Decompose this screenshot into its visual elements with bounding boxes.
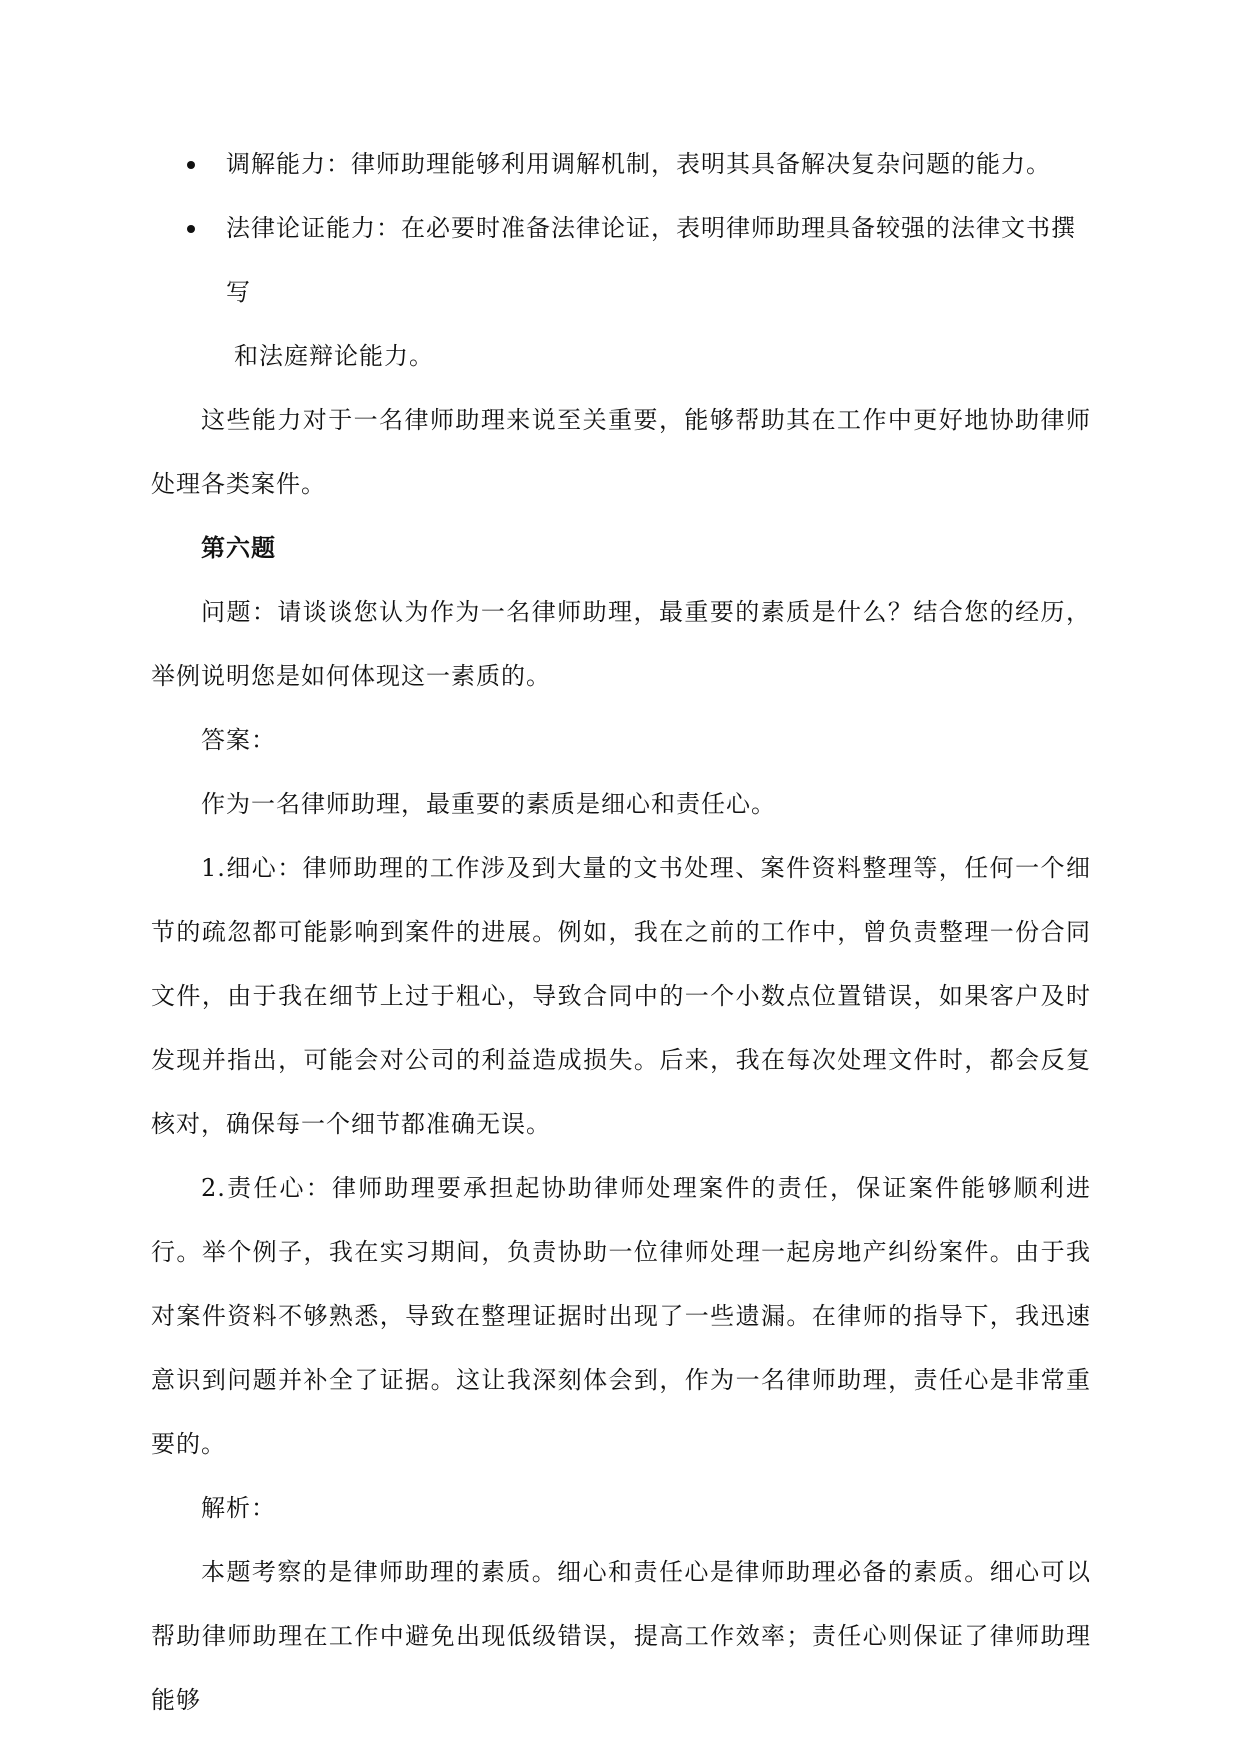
bullet-item-mediation: [151, 132, 1091, 196]
bullet-text-argument-line1: 法律论证能力：在必要时准备法律论证，表明律师助理具备较强的法律文书撰写: [226, 214, 1076, 306]
answer-label: 答案：: [201, 726, 276, 754]
bullet-text-argument-line2: 和法庭辩论能力。: [234, 342, 434, 370]
answer-point-2: 2.责任心：律师助理要承担起协助律师处理案件的责任，保证案件能够顺利进行。举个例子，我在实习期间，负责协助一位律师处理一起房地产纠纷案件。由于我对案件资料不够熟悉，导致在整理证据时出现了一些遗漏。在律师的指导下，我迅速意识到问题并补全了证据。这让我深刻体会到，作为一名律师助理，责任心是非常重要的。: [151, 1174, 1091, 1458]
bullet-dot-icon: [187, 161, 195, 169]
bullet-text-mediation: 调解能力：律师助理能够利用调解机制，表明其具备解决复杂问题的能力。: [226, 150, 1051, 178]
bullet-item-argument: [151, 196, 1091, 388]
answer-point-1: 1.细心：律师助理的工作涉及到大量的文书处理、案件资料整理等，任何一个细节的疏忽都可能影响到案件的进展。例如，我在之前的工作中，曾负责整理一份合同文件，由于我在细节上过于粗心，导致合同中的一个小数点位置错误，如果客户及时发现并指出，可能会对公司的利益造成损失。后来，我在每次处理文件时，都会反复核对，确保每一个细节都准确无误。: [151, 854, 1091, 1138]
section-title: 第六题: [201, 533, 276, 562]
analysis-paragraph: 本题考察的是律师助理的素质。细心和责任心是律师助理必备的素质。细心可以帮助律师助理在工作中避免出现低级错误，提高工作效率；责任心则保证了律师助理能够: [151, 1558, 1091, 1714]
analysis-label: 解析：: [201, 1494, 276, 1522]
answer-intro: 作为一名律师助理，最重要的素质是细心和责任心。: [201, 790, 776, 818]
document-body: [151, 132, 1091, 1732]
summary-paragraph: 这些能力对于一名律师助理来说至关重要，能够帮助其在工作中更好地协助律师处理各类案件。: [151, 406, 1091, 498]
bullet-dot-icon: [187, 225, 195, 233]
question-paragraph: 问题：请谈谈您认为作为一名律师助理，最重要的素质是什么？结合您的经历，举例说明您是如何体现这一素质的。: [151, 598, 1091, 690]
ability-bullet-list: [151, 132, 1091, 388]
